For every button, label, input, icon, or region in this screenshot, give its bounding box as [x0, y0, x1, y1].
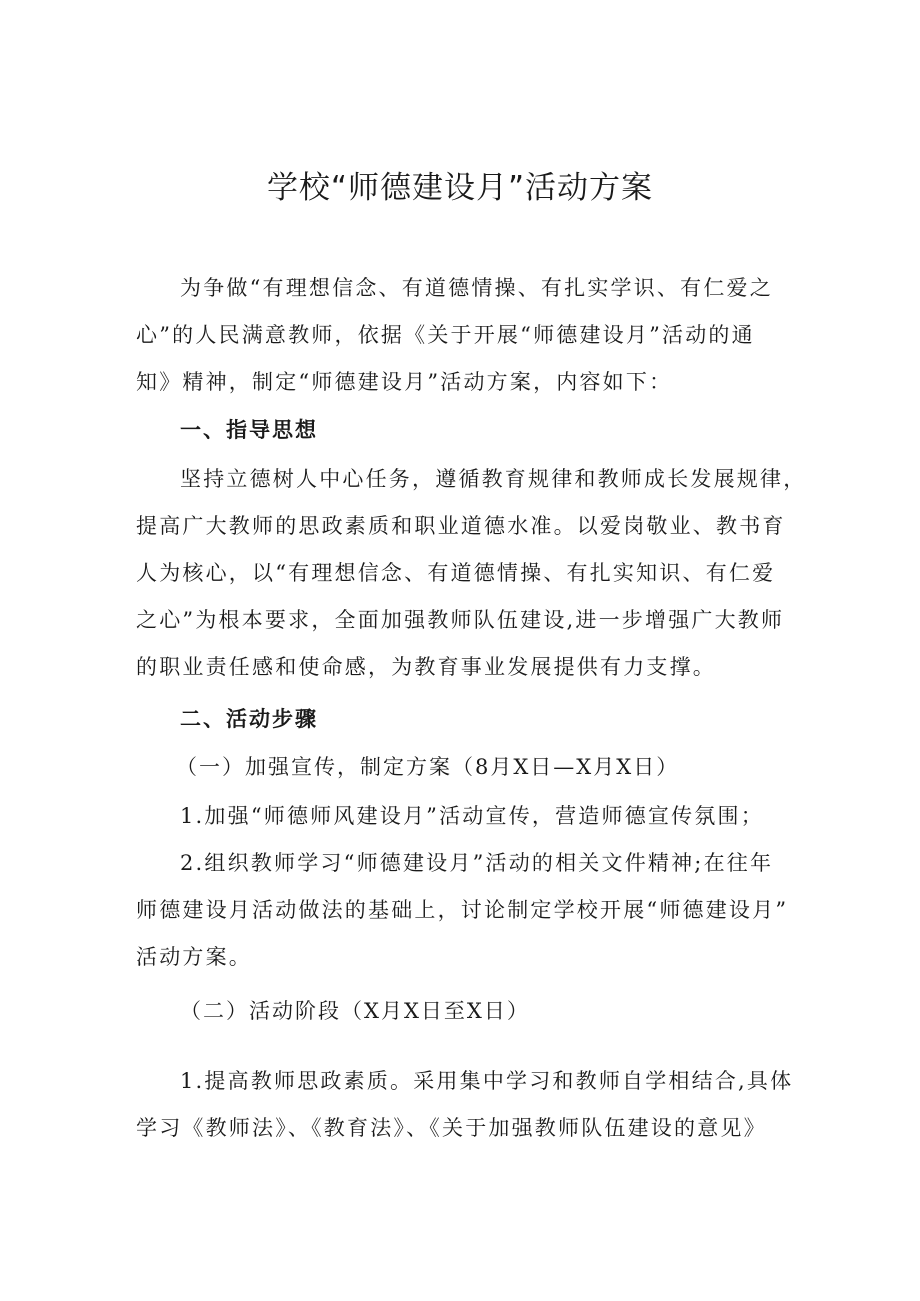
phase2-heading: （二）活动阶段（X月X日至X日）	[180, 999, 530, 1023]
paragraph-line: 2.组织教师学习“师德建设月”活动的相关文件精神;在往年	[180, 851, 774, 875]
section-heading-guiding-ideology: 一、指导思想	[180, 418, 318, 442]
document-title: 学校“师德建设月”活动方案	[266, 170, 654, 206]
phase2-item1	[136, 1058, 796, 1152]
paragraph-line: 学习《教师法》、《教育法》、《关于加强教师队伍建设的意见》	[136, 1116, 767, 1140]
intro-paragraph	[136, 265, 796, 406]
intro-line: 知》精神，制定“师德建设月”活动方案，内容如下：	[136, 370, 673, 394]
paragraph-line: 坚持立德树人中心任务，遵循教育规律和教师成长发展规律，	[180, 467, 807, 491]
paragraph-line: 1.加强“师德师风建设月”活动宣传，营造师德宣传氛围；	[180, 804, 764, 828]
intro-line: 为争做“有理想信念、有道德情操、有扎实学识、有仁爱之	[180, 276, 773, 300]
paragraph-line: 1.提高教师思政素质。采用集中学习和教师自学相结合,具体	[180, 1069, 794, 1093]
paragraph-line: 提高广大教师的思政素质和职业道德水准。以爱岗敬业、教书育	[136, 514, 786, 538]
paragraph-line: 之心”为根本要求，全面加强教师队伍建设,进一步增强广大教师	[136, 608, 785, 632]
intro-line: 心”的人民满意教师，依据《关于开展“师德建设月”活动的通	[136, 323, 755, 347]
paragraph-line: 活动方案。	[136, 945, 252, 969]
guiding-ideology-paragraph	[136, 456, 807, 691]
paragraph-line: 师德建设月活动做法的基础上，讨论制定学校开展“师德建设月”	[136, 898, 789, 922]
paragraph-line: 人为核心，以“有理想信念、有道德情操、有扎实知识、有仁爱	[136, 561, 776, 585]
phase1-item2	[136, 840, 796, 981]
phase1-item1	[136, 793, 796, 840]
section-heading-activity-steps: 二、活动步骤	[180, 707, 318, 731]
paragraph-line: 的职业责任感和使命感，为教育事业发展提供有力支撑。	[136, 655, 716, 679]
phase1-heading: （一）加强宣传，制定方案（8月X日—X月X日）	[176, 755, 680, 779]
